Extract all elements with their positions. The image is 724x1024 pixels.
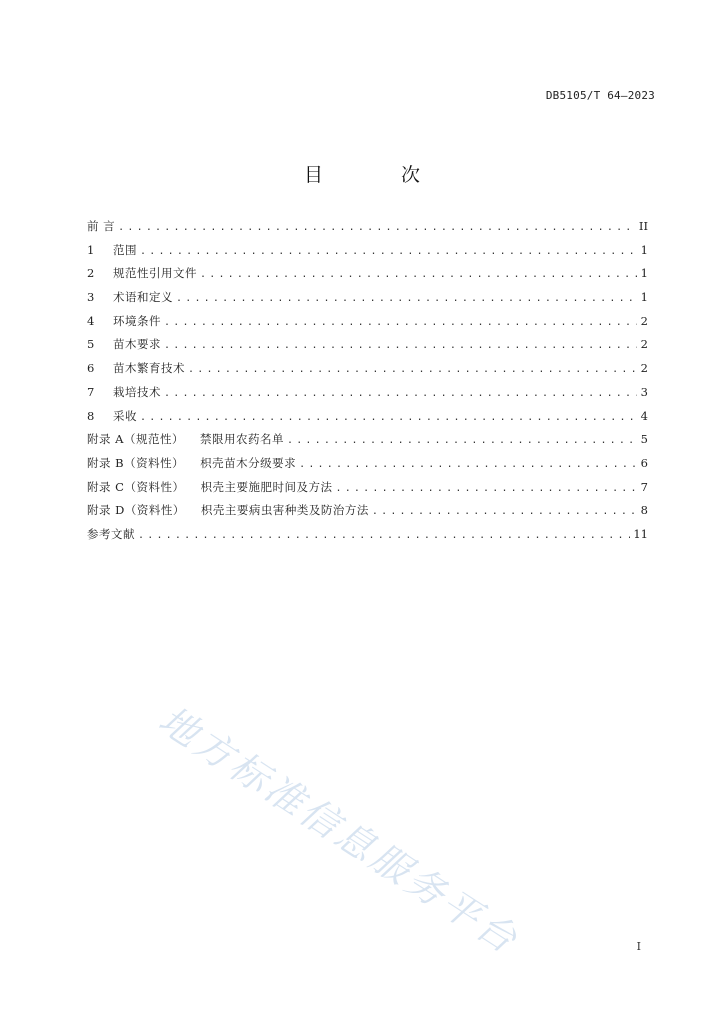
- toc-entry-appendix-a[interactable]: [87, 428, 648, 452]
- watermark: 地方标准信息服务平台: [151, 697, 528, 964]
- toc-entry-number: 2: [87, 266, 95, 281]
- toc-entry-name: 枳壳主要病虫害种类及防治方法: [200, 503, 369, 518]
- toc-entry-number: 4: [87, 313, 95, 328]
- toc-entry-normative-references[interactable]: [87, 262, 648, 286]
- toc-entry-bibliography[interactable]: [87, 523, 648, 547]
- toc-leader-dots: [335, 477, 637, 501]
- page-number: I: [636, 940, 641, 953]
- toc-entry-label: 术语和定义: [113, 290, 173, 305]
- toc-leader-dots: [200, 263, 637, 287]
- toc-entry-number: 1: [87, 242, 95, 257]
- toc-entry-page: 5: [640, 432, 648, 447]
- toc-entry-page: 1: [640, 290, 648, 305]
- toc-entry-page: 11: [633, 526, 648, 541]
- toc-entry-environment[interactable]: [87, 310, 648, 334]
- toc-entry-label: 附录 C（资料性）: [87, 479, 185, 494]
- toc-entry-appendix-c[interactable]: [87, 476, 648, 500]
- toc-entry-label: 栽培技术: [113, 384, 161, 399]
- toc-entry-page: 2: [640, 361, 648, 376]
- toc-leader-dots: [118, 216, 636, 240]
- toc-entry-page: 7: [640, 479, 648, 494]
- toc-entry-harvest[interactable]: [87, 405, 648, 429]
- toc-entry-label: 附录 B（资料性）: [87, 455, 185, 470]
- toc-entry-label: 附录 D（资料性）: [87, 503, 185, 518]
- toc-entry-label: 环境条件: [113, 313, 161, 328]
- toc-entry-seedling-requirements[interactable]: [87, 333, 648, 357]
- toc-leader-dots: [140, 240, 637, 264]
- page-title: 目 次: [303, 164, 457, 186]
- toc-entry-name: 禁限用农药名单: [199, 432, 284, 447]
- toc-entry-appendix-d[interactable]: [87, 499, 648, 523]
- toc-entry-label: 前 言: [87, 219, 116, 233]
- toc-entry-page: II: [638, 219, 648, 233]
- toc-leader-dots: [188, 358, 637, 382]
- toc-leader-dots: [287, 429, 637, 453]
- toc-entry-page: 6: [640, 455, 648, 470]
- toc-leader-dots: [164, 311, 637, 335]
- toc-leader-dots: [138, 524, 630, 548]
- toc-entry-page: 3: [640, 384, 648, 399]
- toc-leader-dots: [372, 500, 637, 524]
- toc-entry-page: 8: [640, 503, 648, 518]
- toc-leader-dots: [164, 382, 637, 406]
- toc-entry-number: 3: [87, 290, 95, 305]
- toc-entry-propagation[interactable]: [87, 357, 648, 381]
- toc-entry-label: 苗木要求: [113, 337, 161, 352]
- toc-entry-label: 苗木繁育技术: [113, 361, 185, 376]
- toc-entry-label: 采收: [113, 408, 137, 423]
- toc-entry-number: 6: [87, 361, 95, 376]
- toc-entry-appendix-b[interactable]: [87, 452, 648, 476]
- toc-entry-number: 8: [87, 408, 95, 423]
- toc-entry-name: 枳壳苗木分级要求: [200, 455, 297, 470]
- toc-entry-page: 1: [640, 266, 648, 281]
- table-of-contents: [87, 215, 648, 547]
- toc-entry-label: 附录 A（规范性）: [87, 432, 184, 447]
- toc-entry-page: 2: [640, 337, 648, 352]
- toc-entry-cultivation[interactable]: [87, 381, 648, 405]
- toc-leader-dots: [140, 406, 637, 430]
- toc-entry-page: 4: [640, 408, 648, 423]
- toc-entry-scope[interactable]: [87, 239, 648, 263]
- toc-leader-dots: [164, 334, 637, 358]
- toc-entry-page: 1: [640, 242, 648, 257]
- toc-entry-name: 枳壳主要施肥时间及方法: [200, 479, 333, 494]
- toc-entry-page: 2: [640, 313, 648, 328]
- toc-entry-number: 7: [87, 384, 95, 399]
- document-code: DB5105/T 64—2023: [545, 89, 655, 102]
- toc-leader-dots: [299, 453, 637, 477]
- toc-leader-dots: [176, 287, 637, 311]
- toc-entry-terms-definitions[interactable]: [87, 286, 648, 310]
- toc-entry-label: 参考文献: [87, 526, 135, 541]
- toc-entry-foreword[interactable]: [87, 215, 648, 239]
- toc-entry-label: 规范性引用文件: [113, 266, 197, 281]
- toc-entry-number: 5: [87, 337, 95, 352]
- toc-entry-label: 范围: [113, 242, 137, 257]
